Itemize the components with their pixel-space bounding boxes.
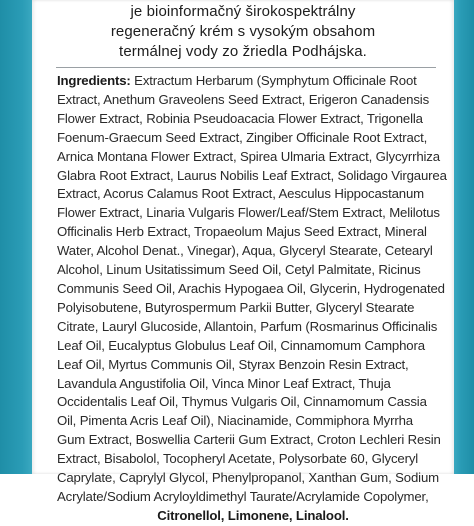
description-line: je bioinformačný širokospektrálny (130, 3, 356, 20)
white-label-panel (32, 0, 454, 523)
ingredients-list (57, 72, 449, 526)
ingredients-line: Acrylate/Sodium Acryloyldimethyl Taurate/Acrylamide Copolymer, (57, 488, 429, 504)
ingredients-final-line: Citronellol, Limonene, Linalool. (157, 507, 349, 523)
ingredients-line: Citrate, Lauryl Glucoside, Allantoin, Parfum (Rosmarinus Officinalis (57, 318, 438, 334)
ingredients-line: Officinalis Herb Extract, Tropaeolum Majus Seed Extract, Mineral (57, 224, 427, 240)
ingredients-line: Extract, Anethum Graveolens Seed Extract, Erigeron Canadensis (57, 91, 430, 107)
ingredients-line: Lavandula Angustifolia Oil, Vinca Minor Leaf Extract, Thuja (57, 375, 391, 391)
ingredients-line: Leaf Oil, Eucalyptus Globulus Leaf Oil, Cinnamomum Camphora (57, 337, 425, 353)
right-teal-band (454, 0, 474, 474)
ingredients-line: Occidentalis Leaf Oil, Thymus Vulgaris Oil, Cinnamomum Cassia (57, 394, 427, 410)
ingredients-heading: Ingredients: (57, 73, 131, 88)
ingredients-line: Foenum-Graecum Seed Extract, Zingiber Officinale Root Extract, (57, 129, 428, 145)
ingredients-line: Water, Alcohol Denat., Vinegar), Aqua, Glyceryl Stearate, Cetearyl (57, 243, 433, 259)
description-line: termálnej vody zo žriedla Podhájska. (119, 43, 367, 60)
section-divider (56, 67, 436, 68)
ingredients-line: Flower Extract, Robinia Pseudoacacia Flower Extract, Trigonella (57, 110, 423, 126)
description-line: regeneračný krém s vysokým obsahom (110, 23, 376, 40)
ingredients-line: Arnica Montana Flower Extract, Spirea Ulmaria Extract, Glycyrrhiza (57, 148, 440, 164)
ingredients-line: Leaf Oil, Myrtus Communis Oil, Styrax Benzoin Resin Extract, (57, 356, 409, 372)
ingredients-line: Caprylate, Caprylyl Glycol, Phenylpropanol, Xanthan Gum, Sodium (57, 470, 439, 486)
ingredients-line: Extract, Bisabolol, Tocopheryl Acetate, Polysorbate 60, Glyceryl (57, 451, 419, 467)
ingredients-line: Polyisobutene, Butyrospermum Parkii Butter, Glyceryl Stearate (57, 299, 415, 315)
ingredients-line (57, 72, 449, 91)
ingredients-text: Extractum Herbarum (Symphytum Officinale Root (130, 73, 417, 88)
ingredients-line: Gum Extract, Boswellia Carterii Gum Extract, Croton Lechleri Resin (57, 432, 441, 448)
ingredients-line: Glabra Root Extract, Laurus Nobilis Leaf Extract, Solidago Virgaurea (57, 167, 447, 183)
left-teal-band (0, 0, 32, 474)
ingredients-line: Alcohol, Linum Usitatissimum Seed Oil, Cetyl Palmitate, Ricinus (57, 262, 421, 278)
ingredients-line: Communis Seed Oil, Arachis Hypogaea Oil, Glycerin, Hydrogenated (57, 280, 445, 296)
ingredients-line: Oil, Pimenta Acris Leaf Oil), Niacinamide, Commiphora Myrrha (57, 413, 413, 429)
ingredients-line: Extract, Acorus Calamus Root Extract, Aesculus Hippocastanum (57, 186, 425, 202)
product-description (32, 2, 454, 62)
ingredients-line: Flower Extract, Linaria Vulgaris Flower/Leaf/Stem Extract, Melilotus (57, 205, 440, 221)
